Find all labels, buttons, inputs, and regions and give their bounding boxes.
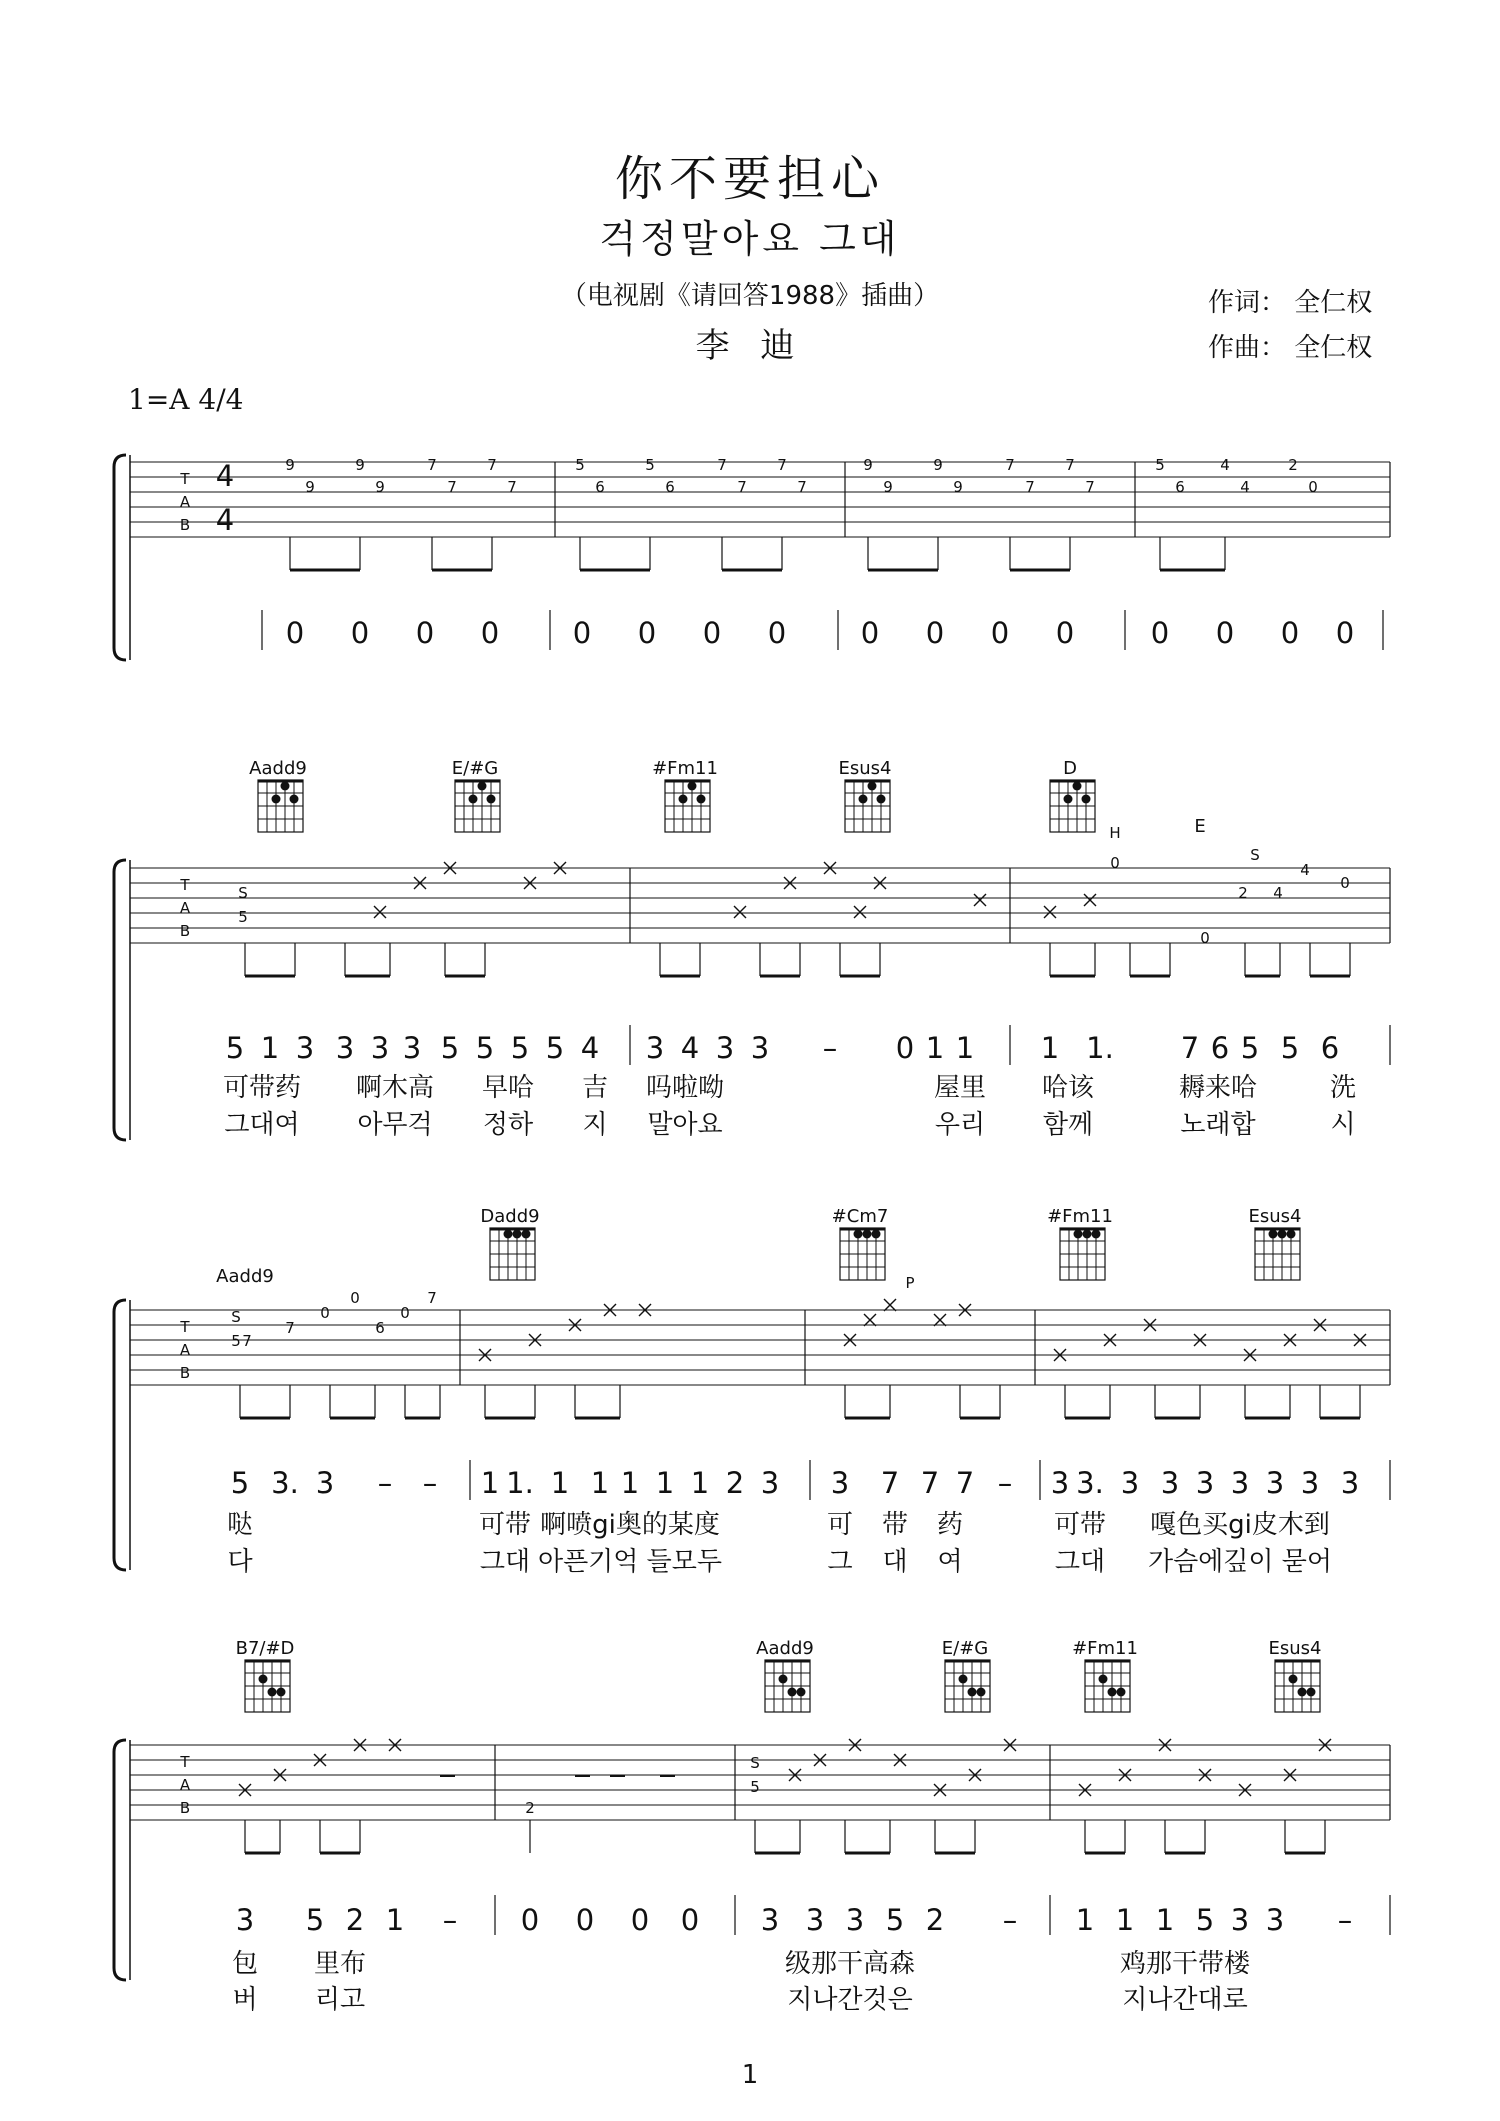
chord-name: B7/#D [235, 1638, 295, 1659]
chord-diagram [1085, 1660, 1130, 1712]
lyric-chinese: 吗啦呦 [645, 1073, 725, 1103]
lyric-chinese: 可带 [478, 1510, 532, 1540]
melody-note: 3 [235, 1903, 255, 1937]
melody-note: 6 [1210, 1031, 1230, 1065]
melody-note: 5 [510, 1031, 530, 1065]
tab-fret-number: 6 [595, 478, 605, 496]
muted-note-x [934, 1314, 946, 1326]
tab-technique: S [750, 1754, 760, 1772]
chord-name: #Fm11 [1072, 1638, 1138, 1659]
lyric-chinese: 可 [826, 1510, 854, 1540]
melody-note: 0 [990, 616, 1010, 650]
melody-note: 0 [1055, 616, 1075, 650]
chord-name: #Fm11 [652, 758, 718, 779]
chord-dot [868, 782, 877, 791]
tab-fret-number: 9 [953, 478, 963, 496]
tab-fret-number: 0 [1308, 478, 1318, 496]
tab-staff-3 [130, 1310, 1390, 1385]
tab-fret-number: 4 [1300, 861, 1310, 879]
chord-dot [259, 1675, 268, 1684]
chord-diagram [765, 1660, 810, 1712]
chord-name: Esus4 [1268, 1638, 1322, 1659]
chord-diagram [1060, 1228, 1105, 1280]
melody-note: 3 [805, 1903, 825, 1937]
tab-fret-number: 6 [375, 1319, 385, 1337]
tab-fret-number: 7 [447, 478, 457, 496]
chord-dot [977, 1688, 986, 1697]
tab-technique: S [238, 884, 248, 902]
tab-fret-number: 7 [1065, 456, 1075, 474]
chord-diagram [1275, 1660, 1320, 1712]
page-number: 1 [741, 2060, 759, 2090]
melody-note: 1. [506, 1466, 534, 1500]
melody-note: – [377, 1466, 393, 1500]
melody-note: 0 [480, 616, 500, 650]
melody-note: 0 [572, 616, 592, 650]
melody-note: 5 [230, 1466, 250, 1500]
tab-fret-number: 9 [883, 478, 893, 496]
chord-name: E [1194, 816, 1206, 837]
tab-clef-t: T [180, 470, 190, 488]
lyric-korean: 말아요 [647, 1110, 723, 1140]
chord-dot [877, 795, 886, 804]
melody-note: 3 [750, 1031, 770, 1065]
system-bracket [114, 1300, 126, 1570]
lyric-chinese: 啊喷gi奥的某度 [540, 1510, 720, 1540]
tab-fret-number: 7 [507, 478, 517, 496]
melody-note: 0 [702, 616, 722, 650]
melody-note: 0 [1335, 616, 1355, 650]
melody-note: 0 [1150, 616, 1170, 650]
melody-note: 3 [315, 1466, 335, 1500]
melody-note: 5 [475, 1031, 495, 1065]
melody-note: 0 [767, 616, 787, 650]
chord-dot [478, 782, 487, 791]
lyric-chinese: 嘎色买gi皮木到 [1150, 1510, 1330, 1540]
chord-diagram [455, 780, 500, 832]
chord-dot [788, 1688, 797, 1697]
muted-note-x [1084, 894, 1096, 906]
muted-note-x [864, 1314, 876, 1326]
tab-fret-number: 2 [1238, 884, 1248, 902]
melody-note: 3 [1160, 1466, 1180, 1500]
tab-clef-b: B [179, 922, 191, 940]
chord-name: #Cm7 [831, 1206, 889, 1227]
lyric-chinese: 吉 [581, 1073, 609, 1103]
chord-dot [1289, 1675, 1298, 1684]
tab-fret-number: 5 [238, 908, 248, 926]
melody-note: 3 [845, 1903, 865, 1937]
melody-note: 1 [925, 1031, 945, 1065]
lyric-chinese: 早哈 [481, 1073, 535, 1103]
tab-fret-number: 0 [1110, 854, 1120, 872]
melody-note: 5 [440, 1031, 460, 1065]
chord-dot [1064, 795, 1073, 804]
lyric-chinese: 屋里 [933, 1073, 987, 1103]
chord-dot [1117, 1688, 1126, 1697]
tab-fret-number: 5 [750, 1778, 760, 1796]
chord-dot [290, 795, 299, 804]
composer-credit: 作曲： 全仁权 [1208, 333, 1373, 363]
melody-note: 0 [575, 1903, 595, 1937]
chord-dot [504, 1230, 513, 1239]
tab-clef-b: B [179, 1799, 191, 1817]
melody-note: 3 [830, 1466, 850, 1500]
chord-dot [797, 1688, 806, 1697]
lyric-korean: 그대 [479, 1547, 531, 1577]
lyric-chinese: 可带药 [222, 1073, 302, 1103]
chord-dot [1287, 1230, 1296, 1239]
melody-note: 1 [1115, 1903, 1135, 1937]
tab-fret-number: 9 [305, 478, 315, 496]
chord-dot [1108, 1688, 1117, 1697]
melody-note: 1 [590, 1466, 610, 1500]
chord-dot [863, 1230, 872, 1239]
melody-note: 7 [955, 1466, 975, 1500]
melody-note: 2 [725, 1466, 745, 1500]
chord-dot [1307, 1688, 1316, 1697]
chord-diagram [665, 780, 710, 832]
melody-note: 3 [1230, 1903, 1250, 1937]
chord-dot [1278, 1230, 1287, 1239]
tab-fret-number: 7 [797, 478, 807, 496]
muted-note-x [1044, 906, 1056, 918]
melody-note: 0 [1280, 616, 1300, 650]
lyric-korean: 아픈기억 들모두 [537, 1547, 723, 1577]
lyric-korean: 지 [582, 1110, 608, 1140]
melody-note: 3 [295, 1031, 315, 1065]
time-sig-bottom: 4 [215, 503, 235, 537]
melody-note: 1 [385, 1903, 405, 1937]
melody-note: 7 [1180, 1031, 1200, 1065]
chord-dot [854, 1230, 863, 1239]
tab-fret-number: 9 [375, 478, 385, 496]
melody-note: 3 [402, 1031, 422, 1065]
melody-note: 1 [955, 1031, 975, 1065]
melody-note: 1 [260, 1031, 280, 1065]
muted-note-x [734, 906, 746, 918]
tab-fret-number: 0 [350, 1289, 360, 1307]
tab-fret-number: 5 [645, 456, 655, 474]
tab-fret-number: 2 [525, 1799, 535, 1817]
chord-name: D [1063, 758, 1077, 779]
lyric-chinese: 啊木高 [355, 1073, 435, 1103]
chord-dot [1082, 795, 1091, 804]
chord-diagram [490, 1228, 535, 1280]
melody-note: 3. [271, 1466, 299, 1500]
tab-fret-number: 0 [400, 1304, 410, 1322]
melody-note: – [422, 1466, 438, 1500]
tab-clef-t: T [180, 876, 190, 894]
melody-note: 3 [370, 1031, 390, 1065]
chord-dot [968, 1688, 977, 1697]
chord-dot [268, 1688, 277, 1697]
lyric-korean: 시 [1330, 1110, 1356, 1140]
lyric-chinese: 哒 [226, 1510, 254, 1540]
tab-clef-t: T [180, 1753, 190, 1771]
chord-diagram [845, 780, 890, 832]
tab-fret-number: 0 [1200, 929, 1210, 947]
chord-dot [959, 1675, 968, 1684]
tab-fret-number: 4 [1240, 478, 1250, 496]
key-signature: 1=A 4/4 [128, 383, 244, 416]
tab-fret-number: 2 [1288, 456, 1298, 474]
tab-fret-number: 7 [242, 1332, 252, 1350]
melody-note: 3 [1300, 1466, 1320, 1500]
melody-note: 0 [637, 616, 657, 650]
melody-note: 6 [1320, 1031, 1340, 1065]
melody-note: 1 [620, 1466, 640, 1500]
system-bracket [114, 455, 126, 660]
tab-fret-number: 7 [777, 456, 787, 474]
melody-note: 1 [550, 1466, 570, 1500]
tab-clef-t: T [180, 1318, 190, 1336]
tab-fret-number: 4 [1273, 884, 1283, 902]
chord-name: Aadd9 [249, 758, 307, 779]
chord-diagram [945, 1660, 990, 1712]
time-sig-top: 4 [215, 459, 235, 493]
melody-note: 3 [1120, 1466, 1140, 1500]
chord-dot [779, 1675, 788, 1684]
tab-fret-number: 7 [427, 456, 437, 474]
melody-note: 0 [285, 616, 305, 650]
melody-note: 3 [760, 1466, 780, 1500]
melody-note: 1 [480, 1466, 500, 1500]
melody-note: 3 [1340, 1466, 1360, 1500]
lyric-korean: 지나간것은 [787, 1985, 913, 2015]
melody-note: 3 [715, 1031, 735, 1065]
melody-note: 1 [655, 1466, 675, 1500]
tab-fret-number: 7 [487, 456, 497, 474]
lyricist-credit: 作词： 全仁权 [1208, 288, 1373, 318]
melody-note: 4 [580, 1031, 600, 1065]
melody-note: 3 [760, 1903, 780, 1937]
tab-fret-number: 9 [863, 456, 873, 474]
melody-note: – [822, 1031, 838, 1065]
lyric-chinese: 哈该 [1041, 1073, 1095, 1103]
lyric-korean: 버 [232, 1985, 258, 2015]
chord-dot [513, 1230, 522, 1239]
lyric-korean: 다 [227, 1547, 253, 1577]
melody-note: 7 [920, 1466, 940, 1500]
tab-clef-a: A [179, 899, 191, 917]
chord-dot [859, 795, 868, 804]
melody-note: 5 [1240, 1031, 1260, 1065]
lyric-korean: 그 [827, 1547, 853, 1577]
chord-name: Esus4 [838, 758, 892, 779]
lyric-korean: 노래합 [1180, 1110, 1256, 1140]
system-bracket [114, 1740, 126, 1980]
tab-technique: S [231, 1308, 241, 1326]
melody-note: 3 [1265, 1903, 1285, 1937]
melody-note: 5 [1280, 1031, 1300, 1065]
chord-dot [697, 795, 706, 804]
chord-dot [872, 1230, 881, 1239]
muted-note-x [374, 906, 386, 918]
melody-note: 3 [335, 1031, 355, 1065]
chord-name: #Fm11 [1047, 1206, 1113, 1227]
melody-note: 5 [545, 1031, 565, 1065]
lyric-korean: 가슴에깊이 묻어 [1147, 1547, 1333, 1577]
chord-dot [522, 1230, 531, 1239]
tab-staff-4 [130, 1745, 1390, 1820]
melody-note: 3 [645, 1031, 665, 1065]
chord-name: Aadd9 [216, 1266, 274, 1287]
melody-note: 0 [895, 1031, 915, 1065]
lyric-korean: 함께 [1042, 1110, 1094, 1140]
chord-dot [281, 782, 290, 791]
lyric-korean: 우리 [934, 1110, 986, 1140]
lyric-korean: 아무걱 [357, 1110, 433, 1140]
muted-note-x [974, 894, 986, 906]
lyric-korean: 정하 [482, 1110, 534, 1140]
melody-note: 4 [680, 1031, 700, 1065]
tab-fret-number: 9 [933, 456, 943, 474]
chord-dot [277, 1688, 286, 1697]
melody-note: 3 [1050, 1466, 1070, 1500]
lyric-chinese: 里布 [313, 1949, 367, 1979]
melody-note: 2 [345, 1903, 365, 1937]
tab-fret-number: 7 [427, 1289, 437, 1307]
song-title: 你不要担心 [614, 151, 885, 207]
lyric-chinese: 级那干高森 [784, 1949, 916, 1979]
tab-clef-a: A [179, 1776, 191, 1794]
tab-fret-number: 5 [1155, 456, 1165, 474]
tab-fret-number: 5 [231, 1332, 241, 1350]
chord-dot [1092, 1230, 1101, 1239]
melody-note: 3. [1076, 1466, 1104, 1500]
chord-dot [272, 795, 281, 804]
tab-fret-number: 6 [665, 478, 675, 496]
tab-clef-a: A [179, 1341, 191, 1359]
melody-note: 1 [690, 1466, 710, 1500]
melody-note: – [997, 1466, 1013, 1500]
melody-note: 3 [1230, 1466, 1250, 1500]
tab-clef-b: B [179, 516, 191, 534]
melody-note: 2 [925, 1903, 945, 1937]
muted-note-x [854, 906, 866, 918]
tab-fret-number: 7 [1005, 456, 1015, 474]
lyric-korean: 지나간대로 [1122, 1985, 1248, 2015]
melody-note: 7 [880, 1466, 900, 1500]
chord-dot [679, 795, 688, 804]
lyric-korean: 그대여 [224, 1110, 300, 1140]
lyric-chinese: 可带 [1053, 1510, 1107, 1540]
chord-diagram [840, 1228, 885, 1280]
melody-note: 1 [1040, 1031, 1060, 1065]
melody-note: 0 [925, 616, 945, 650]
chord-dot [1083, 1230, 1092, 1239]
melody-note: 0 [1215, 616, 1235, 650]
melody-note: 5 [885, 1903, 905, 1937]
melody-note: 0 [350, 616, 370, 650]
tab-fret-number: 7 [285, 1319, 295, 1337]
melody-note: 0 [630, 1903, 650, 1937]
lyric-korean: 리고 [314, 1985, 366, 2015]
song-subtitle-korean: 걱정말아요 그대 [599, 217, 901, 261]
chord-name: E/#G [941, 1638, 989, 1659]
melody-note: 5 [305, 1903, 325, 1937]
chord-dot [1074, 1230, 1083, 1239]
chord-dot [1298, 1688, 1307, 1697]
lyric-chinese: 包 [231, 1949, 259, 1979]
melody-note: – [1337, 1903, 1353, 1937]
lyric-chinese: 药 [936, 1510, 964, 1540]
tab-staff-1 [130, 462, 1390, 537]
chord-dot [1269, 1230, 1278, 1239]
tab-clef-a: A [179, 493, 191, 511]
chord-name: E/#G [451, 758, 499, 779]
tab-technique: P [905, 1274, 915, 1292]
melody-note: 1. [1086, 1031, 1114, 1065]
tab-technique: S [1250, 846, 1260, 864]
melody-note: 0 [415, 616, 435, 650]
chord-name: Esus4 [1248, 1206, 1302, 1227]
melody-note: 5 [225, 1031, 245, 1065]
lyric-korean: 여 [937, 1547, 963, 1577]
muted-note-x [884, 1299, 896, 1311]
melody-note: 0 [680, 1903, 700, 1937]
chord-diagram [245, 1660, 290, 1712]
lyric-chinese: 带 [881, 1510, 909, 1540]
melody-note: 5 [1195, 1903, 1215, 1937]
tab-fret-number: 7 [737, 478, 747, 496]
tab-fret-number: 7 [1025, 478, 1035, 496]
tab-technique: H [1109, 824, 1121, 842]
melody-note: 0 [860, 616, 880, 650]
system-bracket [114, 860, 126, 1140]
chord-diagram [1050, 780, 1095, 832]
source-note: （电视剧《请回答1988》插曲） [560, 281, 940, 311]
chord-dot [469, 795, 478, 804]
tab-fret-number: 9 [355, 456, 365, 474]
tab-fret-number: 7 [1085, 478, 1095, 496]
tab-fret-number: 5 [575, 456, 585, 474]
melody-note: – [1002, 1903, 1018, 1937]
singer-name: 李 迪 [695, 326, 805, 366]
melody-note: 1 [1155, 1903, 1175, 1937]
tab-fret-number: 0 [320, 1304, 330, 1322]
chord-dot [1099, 1675, 1108, 1684]
melody-note: 1 [1075, 1903, 1095, 1937]
chord-dot [487, 795, 496, 804]
tab-fret-number: 6 [1175, 478, 1185, 496]
tab-fret-number: 4 [1220, 456, 1230, 474]
lyric-korean: 그대 [1054, 1547, 1106, 1577]
chord-diagram [258, 780, 303, 832]
tab-fret-number: 7 [717, 456, 727, 474]
tab-fret-number: 0 [1340, 874, 1350, 892]
tab-clef-b: B [179, 1364, 191, 1382]
lyric-chinese: 洗 [1329, 1073, 1357, 1103]
melody-note: 0 [520, 1903, 540, 1937]
melody-note: 3 [1195, 1466, 1215, 1500]
lyric-chinese: 耨来哈 [1178, 1073, 1258, 1103]
lyric-korean: 대 [882, 1547, 908, 1577]
chord-dot [1073, 782, 1082, 791]
chord-name: Aadd9 [756, 1638, 814, 1659]
tab-fret-number: 9 [285, 456, 295, 474]
melody-note: 3 [1265, 1466, 1285, 1500]
chord-diagram [1255, 1228, 1300, 1280]
chord-dot [688, 782, 697, 791]
lyric-chinese: 鸡那干带楼 [1119, 1949, 1251, 1979]
chord-name: Dadd9 [480, 1206, 540, 1227]
melody-note: – [442, 1903, 458, 1937]
